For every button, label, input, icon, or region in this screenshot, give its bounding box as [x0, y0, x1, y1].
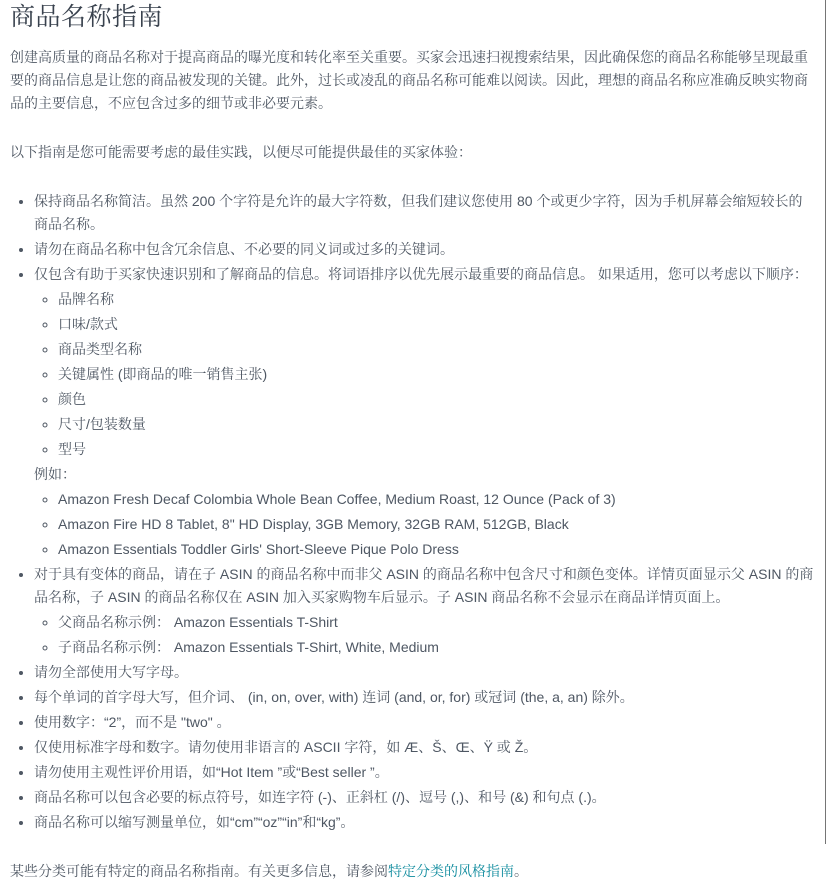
list-item-no-all-caps — [34, 661, 816, 684]
sublist-item-text: Amazon Fresh Decaf Colombia Whole Bean Coffee, Medium Roast, 12 Ounce (Pack of 3) — [58, 491, 616, 507]
list-item-text: 请勿使用主观性评价用语，如“Hot Item ”或“Best seller ”。 — [34, 764, 389, 780]
sublist-item — [58, 611, 816, 634]
list-item-text: 每个单词的首字母大写，但介词、 (in, on, over, with) 连词 (and, or, for) 或冠词 (the, a, an) 除外。 — [34, 689, 634, 705]
list-item-text: 使用数字：“2”，而不是 "two" 。 — [34, 714, 231, 730]
sublist-item — [58, 488, 816, 511]
example-label: 例如： — [34, 466, 76, 482]
content-right-border — [825, 0, 826, 844]
sublist-item — [58, 363, 816, 386]
list-item-variations — [34, 563, 816, 659]
sublist-item — [58, 288, 816, 311]
sublist-item-text: 商品类型名称 — [58, 341, 142, 357]
sublist-item — [58, 338, 816, 361]
sublist-item-text: 子商品名称示例： Amazon Essentials T-Shirt, White, Medium — [58, 639, 439, 655]
list-item-punctuation — [34, 786, 816, 809]
list-item-text: 仅使用标准字母和数字。请勿使用非语言的 ASCII 字符，如 Æ、Š、Œ、Ÿ 或 Ž。 — [34, 739, 538, 755]
sublist-item — [58, 413, 816, 436]
list-item-text: 商品名称可以包含必要的标点符号，如连字符 (-)、正斜杠 (/)、逗号 (,)、和号 (&) 和句点 (.)。 — [34, 789, 606, 805]
sublist-item-text: 品牌名称 — [58, 291, 114, 307]
variation-examples-sublist — [34, 611, 816, 659]
sublist-item — [58, 538, 816, 561]
list-item-no-subjective — [34, 761, 816, 784]
list-item-standard-chars — [34, 736, 816, 759]
sublist-item-text: 型号 — [58, 441, 86, 457]
sublist-item-text: 颜色 — [58, 391, 86, 407]
category-style-guides-link[interactable]: 特定分类的风格指南 — [388, 863, 514, 879]
list-item-text: 请勿在商品名称中包含冗余信息、不必要的同义词或过多的关键词。 — [34, 241, 454, 257]
sublist-item-text: 关键属性 (即商品的唯一销售主张) — [58, 366, 268, 382]
sublist-item-text: 尺寸/包装数量 — [58, 416, 146, 432]
list-item-text: 仅包含有助于买家快速识别和了解商品的信息。将词语排序以优先展示最重要的商品信息。 如果适用，您可以考虑以下顺序： — [34, 266, 808, 282]
sublist-item-text: 口味/款式 — [58, 316, 118, 332]
list-item-no-redundant — [34, 238, 816, 261]
sublist-item-text: 父商品名称示例： Amazon Essentials T-Shirt — [58, 614, 338, 630]
examples-sublist — [34, 488, 816, 561]
sublist-item — [58, 313, 816, 336]
sublist-item — [58, 388, 816, 411]
list-item-capitalize-words — [34, 686, 816, 709]
list-item-text: 请勿全部使用大写字母。 — [34, 664, 188, 680]
order-sublist — [34, 288, 816, 461]
list-item-abbreviate-units — [34, 811, 816, 834]
intro-paragraph: 创建高质量的商品名称对于提高商品的曝光度和转化率至关重要。买家会迅速扫视搜索结果，因此确保您的商品名称能够呈现最重要的商品信息是让您的商品被发现的关键。此外，过长或凌乱的商品名称可能难以阅读。因此，理想的商品名称应准确反映实物商品的主要信息，不应包含过多的细节或非必要元素。 — [10, 49, 808, 111]
list-item-text: 保持商品名称简洁。虽然 200 个字符是允许的最大字符数，但我们建议您使用 80 个或更少字符，因为手机屏幕会缩短较长的商品名称。 — [34, 193, 803, 232]
list-item-text: 对于具有变体的商品，请在子 ASIN 的商品名称中而非父 ASIN 的商品名称中包含尺寸和颜色变体。详情页面显示父 ASIN 的商品名称，子 ASIN 的商品名称仅在 ASIN 加入买家购物车后显示。子 ASIN 商品名称不会显示在商品详情页面上。 — [34, 566, 814, 605]
sublist-item-text: Amazon Essentials Toddler Girls' Short-Sleeve Pique Polo Dress — [58, 541, 459, 557]
page-title: 商品名称指南 — [10, 3, 164, 31]
guidelines-list — [10, 190, 816, 834]
footer-text: 某些分类可能有特定的商品名称指南。有关更多信息，请参阅 — [10, 863, 388, 879]
sublist-item — [58, 636, 816, 659]
list-item-order-info — [34, 263, 816, 561]
sublist-item-text: Amazon Fire HD 8 Tablet, 8" HD Display, 3GB Memory, 32GB RAM, 512GB, Black — [58, 516, 569, 532]
footer-text-end: 。 — [514, 863, 528, 879]
list-item-text: 商品名称可以缩写测量单位，如“cm”“oz”“in”和“kg”。 — [34, 814, 355, 830]
list-item-use-numerals — [34, 711, 816, 734]
sublist-item — [58, 438, 816, 461]
sublist-item — [58, 513, 816, 536]
list-item-keep-concise — [34, 190, 816, 236]
footer-paragraph — [10, 860, 816, 883]
lead-in-paragraph: 以下指南是您可能需要考虑的最佳实践，以便尽可能提供最佳的买家体验： — [10, 144, 472, 160]
